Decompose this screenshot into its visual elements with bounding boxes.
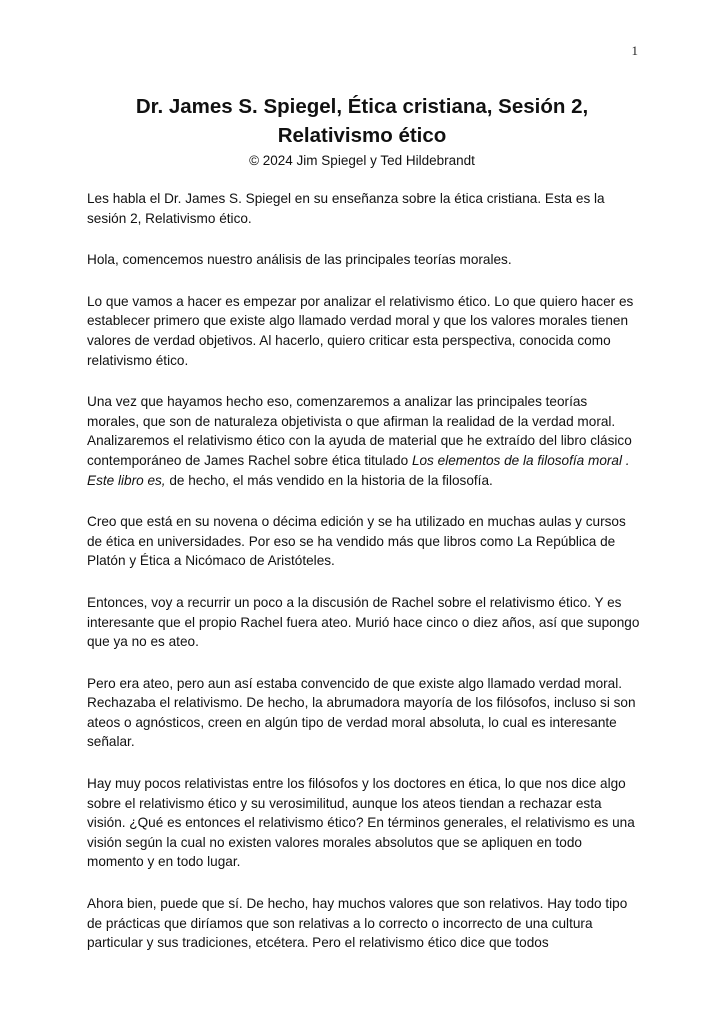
paragraph: Hola, comencemos nuestro análisis de las principales teorías morales. <box>87 252 512 268</box>
paragraph: Ahora bien, puede que sí. De hecho, hay muchos valores que son relativos. Hay todo tipo de prácticas que diríamos que son relativas a lo correcto o incorrecto de una cultura particular y sus tradiciones, etcétera. Pero el relativismo ético dice que todos <box>87 896 628 951</box>
paragraph: Creo que está en su novena o décima edición y se ha utilizado en muchas aulas y cursos de ética en universidades. Por eso se ha vendido más que libros como La República de Platón y Ética a Nicómaco de Aristóteles. <box>87 514 626 569</box>
paragraph: Les habla el Dr. James S. Spiegel en su enseñanza sobre la ética cristiana. Esta es la sesión 2, Relativismo ético. <box>87 191 605 226</box>
copyright-notice: © 2024 Jim Spiegel y Ted Hildebrandt <box>249 153 475 168</box>
paragraph: Entonces, voy a recurrir un poco a la discusión de Rachel sobre el relativismo ético. Y es interesante que el propio Rachel fuera ateo. Murió hace cinco o diez años, así que supongo que ya no es ateo. <box>87 594 640 650</box>
title-line-2: Relativismo ético <box>277 124 447 147</box>
title-line-1: Dr. James S. Spiegel, Ética cristiana, Sesión 2, <box>135 95 589 118</box>
body-text <box>87 189 642 975</box>
paragraph-text: de hecho, el más vendido en la historia de la filosofía. <box>165 472 493 488</box>
paragraph: Lo que vamos a hacer es empezar por analizar el relativismo ético. Lo que quiero hacer es establecer primero que existe algo llamado verdad moral y que los valores morales tienen valores de verdad objetivos. Al hacerlo, quiero criticar esta perspectiva, conocida como relativismo ético. <box>87 293 634 368</box>
book-title-italic: Los elementos de la filosofía moral . Este libro es, <box>87 452 630 488</box>
document-title <box>86 92 638 150</box>
paragraph <box>87 392 642 490</box>
paragraph-text: Una vez que hayamos hecho eso, comenzaremos a analizar las principales teorías morales, que son de naturaleza objetivista o que afirman la realidad de la verdad moral. Analizaremos el relativismo ético con la ayuda de material que he extraído del libro clásico contemporáneo de James Rachel sobre ética titulado <box>87 394 632 468</box>
page-number: 1 <box>631 43 638 58</box>
paragraph: Pero era ateo, pero aun así estaba convencido de que existe algo llamado verdad moral. Rechazaba el relativismo. De hecho, la abrumadora mayoría de los filósofos, incluso si son ateos o agnósticos, creen en algún tipo de verdad moral absoluta, lo cual es interesante señalar. <box>87 675 636 750</box>
paragraph: Hay muy pocos relativistas entre los filósofos y los doctores en ética, lo que nos dice algo sobre el relativismo ético y su verosimilitud, aunque los ateos tiendan a rechazar esta visión. ¿Qué es entonces el relativismo ético? En términos generales, el relativismo es una visión según la cual no existen valores morales absolutos que se apliquen en todo momento y en todo lugar. <box>87 776 635 870</box>
